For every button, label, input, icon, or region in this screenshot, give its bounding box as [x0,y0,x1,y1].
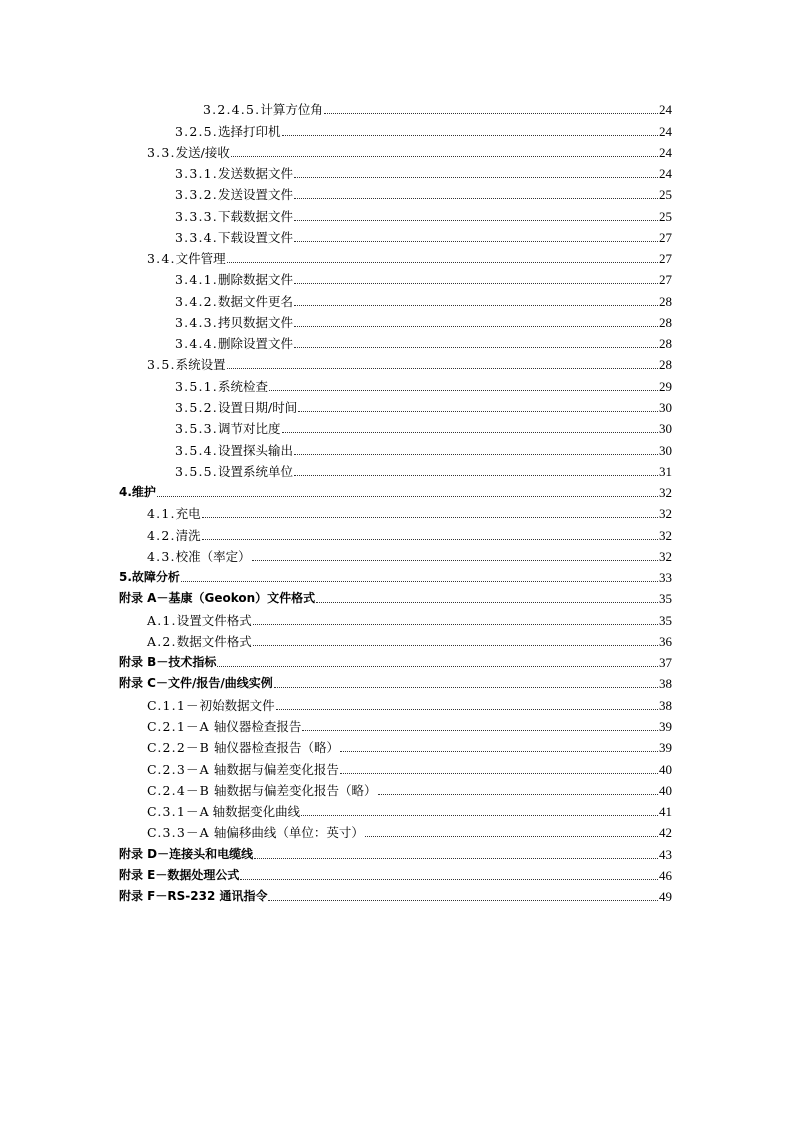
toc-entry-label [175,209,293,224]
toc-entry[interactable] [119,394,672,415]
toc-entry[interactable] [119,139,672,160]
toc-entry-number: C.2.2－B [147,740,211,756]
toc-entry-label [175,421,281,436]
toc-entry-label [147,251,226,266]
toc-entry-label [147,634,252,649]
toc-entry-page: 35 [659,612,672,628]
toc-entry[interactable] [119,713,672,734]
toc-entry-label [147,740,339,755]
toc-entry-number: C.2.1－A [147,718,210,734]
toc-entry-title: 发送数据文件 [217,166,293,182]
toc-entry[interactable] [119,628,672,649]
toc-entry[interactable] [119,351,672,372]
toc-leader-dots [294,325,658,327]
toc-entry-page: 35 [659,591,672,607]
toc-entry-number: C.3.1－ [147,804,200,820]
toc-entry[interactable] [119,224,672,245]
toc-leader-dots [294,197,658,199]
toc-entry-title: 调节对比度 [217,421,281,437]
toc-entry-number: A.2. [147,633,177,649]
toc-entry[interactable] [119,819,672,840]
toc-entry[interactable] [119,479,672,500]
toc-entry-page: 33 [659,570,672,586]
toc-leader-dots [294,219,658,221]
toc-entry-label [119,889,267,904]
toc-leader-dots [298,410,658,412]
toc-entry-title: 拷贝数据文件 [217,314,293,330]
toc-entry-number: 3.4.4. [175,336,218,352]
toc-entry-page: 39 [659,740,672,756]
toc-entry-page: 32 [659,506,672,522]
toc-entry-label [175,187,293,202]
toc-entry[interactable] [119,734,672,755]
toc-entry-title: 轴偏移曲线（单位：英寸） [209,825,364,841]
toc-entry[interactable] [119,202,672,223]
toc-entry-label [147,762,339,777]
toc-leader-dots [227,261,658,263]
toc-entry-page: 29 [659,378,672,394]
toc-entry-title: 附录 F－RS-232 通讯指令 [119,889,268,904]
toc-entry-page: 32 [659,548,672,564]
toc-entry-label [175,166,293,181]
toc-entry[interactable] [119,798,672,819]
toc-entry-label [175,443,293,458]
toc-entry-label [175,464,293,479]
toc-leader-dots [282,431,659,433]
toc-leader-dots [294,453,658,455]
toc-entry-title: 下载数据文件 [217,208,293,224]
toc-entry-title: 系统检查 [217,378,268,394]
toc-entry-label [147,613,252,628]
toc-leader-dots [202,538,658,540]
toc-entry[interactable] [119,840,672,861]
toc-entry-page: 24 [659,166,672,182]
toc-entry-number: C.3.3－A [147,825,210,841]
toc-entry-page: 24 [659,144,672,160]
toc-leader-dots [217,665,658,667]
toc-entry-title: 初始数据文件 [199,697,275,713]
toc-leader-dots [294,240,658,242]
toc-entry-title: 文件管理 [175,251,226,267]
toc-entry-page: 32 [659,485,672,501]
toc-entry-label [119,570,180,585]
toc-entry-title: 设置系统单位 [217,463,293,479]
toc-entry-label [147,804,300,819]
toc-entry-title: 轴仪器检查报告 [209,718,302,734]
toc-entry-page: 32 [659,527,672,543]
toc-entry[interactable] [119,585,672,606]
toc-entry[interactable] [119,436,672,457]
toc-leader-dots [294,304,658,306]
toc-entry-label [175,294,293,309]
toc-leader-dots [324,112,658,114]
toc-entry-label [147,145,230,160]
toc-entry-page: 28 [659,314,672,330]
toc-entry-label [175,315,293,330]
toc-entry-number: 3.4.3. [175,314,218,330]
toc-entry[interactable] [119,670,672,691]
toc-entry-title: 轴仪器检查报告（略） [210,740,340,756]
toc-entry-number: 3.3.1. [175,166,218,182]
toc-leader-dots [269,389,658,391]
toc-leader-dots [227,367,658,369]
toc-entry-label [147,506,201,521]
toc-entry-title: 发送/接收 [175,144,230,160]
toc-entry-page: 41 [659,804,672,820]
toc-entry-title: 数据文件更名 [217,293,293,309]
toc-entry-label [175,272,293,287]
toc-entry[interactable] [119,117,672,138]
toc-entry[interactable] [119,691,672,712]
toc-entry[interactable] [119,755,672,776]
toc-entry-page: 28 [659,336,672,352]
toc-entry[interactable] [119,883,672,904]
toc-entry-page: 30 [659,421,672,437]
toc-entry-title: 维护 [131,485,156,500]
toc-entry-number: 4. [119,485,132,500]
toc-entry-page: 30 [659,399,672,415]
toc-leader-dots [282,134,659,136]
toc-entry[interactable] [119,96,672,117]
toc-entry-page: 24 [659,102,672,118]
toc-entry-page: 37 [659,655,672,671]
toc-entry-page: 46 [659,867,672,883]
toc-entry-number: 3.5. [147,357,176,373]
toc-entry[interactable] [119,500,672,521]
toc-entry-title: 系统设置 [175,357,226,373]
toc-entry[interactable] [119,160,672,181]
toc-leader-dots [276,708,658,710]
toc-entry-number: 3.4.2. [175,293,218,309]
toc-entry-page: 28 [659,357,672,373]
toc-entry-page: 38 [659,676,672,692]
toc-entry-label [119,676,273,691]
toc-leader-dots [252,559,658,561]
toc-leader-dots [365,835,658,837]
toc-entry-label [175,124,281,139]
toc-leader-dots [254,857,658,859]
toc-entry-label [175,336,293,351]
toc-entry[interactable] [119,543,672,564]
toc-entry-number: 3.5.5. [175,463,218,479]
toc-entry-label [147,825,364,840]
toc-entry-page: 43 [659,846,672,862]
toc-leader-dots [294,176,658,178]
toc-entry[interactable] [119,181,672,202]
toc-entry-number: 3.3.3. [175,208,218,224]
toc-entry-page: 49 [659,889,672,905]
toc-entry-title: 删除设置文件 [217,336,293,352]
toc-entry-title: 充电 [175,506,201,522]
toc-leader-dots [340,772,658,774]
toc-entry-label [119,485,156,500]
toc-entry-title: 轴数据与偏差变化报告 [209,761,339,777]
toc-leader-dots [302,729,658,731]
toc-leader-dots [240,878,658,880]
toc-entry-page: 40 [659,782,672,798]
toc-entry-label [147,719,301,734]
toc-entry-title: 删除数据文件 [217,272,293,288]
toc-entry[interactable] [119,649,672,670]
toc-entry-number: 3.5.3. [175,421,218,437]
toc-entry-page: 25 [659,208,672,224]
toc-entry-title: 下载设置文件 [217,229,293,245]
toc-entry-number: 3.3.4. [175,229,218,245]
toc-entry-number: 3.2.5. [175,123,218,139]
toc-leader-dots [157,495,658,497]
toc-entry-page: 39 [659,718,672,734]
toc-entry-label [119,868,239,883]
toc-leader-dots [268,899,658,901]
toc-entry-number: 5. [119,570,132,585]
toc-entry-label [203,102,323,117]
toc-entry-page: 36 [659,633,672,649]
toc-entry-title: 设置日期/时间 [217,399,298,415]
toc-leader-dots [231,155,658,157]
toc-leader-dots [274,686,658,688]
toc-entry-number: C.1.1－ [147,697,200,713]
toc-entry-number: 3.5.2. [175,399,218,415]
toc-entry-label [147,528,201,543]
toc-entry-title: 轴数据与偏差变化报告（略） [210,782,377,798]
toc-entry-title: 数据文件格式 [176,633,252,649]
toc-leader-dots [340,750,658,752]
toc-entry-number: 3.4.1. [175,272,218,288]
toc-entry-number: 3.5.1. [175,378,218,394]
toc-leader-dots [378,793,658,795]
toc-entry-number: 4.2. [147,527,176,543]
toc-entry-label [147,783,377,798]
toc-entry-page: 27 [659,251,672,267]
toc-entry-title: 故障分析 [131,570,180,585]
toc-entry[interactable] [119,266,672,287]
toc-entry-label [147,698,275,713]
toc-entry-title: 设置探头输出 [217,442,293,458]
toc-entry-number: 3.4. [147,251,176,267]
toc-entry-title: 附录 E－数据处理公式 [119,867,240,882]
table-of-contents [119,96,672,904]
toc-entry-number: C.2.3－A [147,761,210,777]
toc-leader-dots [181,580,658,582]
toc-entry-title: 附录 A－基康（Geokon）文件格式 [119,591,316,606]
toc-entry-page: 40 [659,761,672,777]
toc-entry-page: 28 [659,293,672,309]
toc-entry-title: 附录 C－文件/报告/曲线实例 [119,676,273,691]
toc-entry-title: 计算方位角 [260,102,323,118]
toc-entry[interactable] [119,372,672,393]
toc-entry-label [119,655,216,670]
toc-leader-dots [253,623,658,625]
toc-entry[interactable] [119,521,672,542]
toc-entry-number: 3.3.2. [175,187,218,203]
toc-entry-page: 27 [659,272,672,288]
toc-leader-dots [294,346,658,348]
toc-leader-dots [294,282,658,284]
toc-entry-page: 24 [659,123,672,139]
toc-leader-dots [301,814,658,816]
toc-entry-title: 附录 B－技术指标 [119,655,217,670]
toc-leader-dots [316,601,658,603]
toc-entry-label [175,400,297,415]
toc-entry-number: C.2.4－B [147,782,211,798]
toc-entry-label [119,591,315,606]
toc-entry[interactable] [119,309,672,330]
toc-entry[interactable] [119,330,672,351]
toc-entry-label [175,379,268,394]
toc-entry-number: 4.1. [147,506,176,522]
toc-entry-title: 发送设置文件 [217,187,293,203]
toc-entry-number: A.1. [147,612,177,628]
toc-entry-page: 30 [659,442,672,458]
toc-entry-page: 31 [659,463,672,479]
toc-entry-page: 42 [659,825,672,841]
toc-entry-label [119,847,253,862]
toc-entry[interactable] [119,862,672,883]
toc-entry-label [147,357,226,372]
toc-entry-number: 3.2.4.5. [203,102,261,118]
toc-entry-number: 3.5.4. [175,442,218,458]
toc-entry-number: 4.3. [147,548,176,564]
toc-entry-page: 38 [659,697,672,713]
toc-entry-title: A 轴数据变化曲线 [199,804,301,820]
toc-entry-title: 设置文件格式 [176,612,252,628]
toc-entry-title: 附录 D－连接头和电缆线 [119,846,254,861]
toc-entry-number: 3.3. [147,144,176,160]
toc-leader-dots [253,644,658,646]
toc-entry[interactable] [119,777,672,798]
toc-entry-page: 27 [659,229,672,245]
toc-entry-page: 25 [659,187,672,203]
toc-entry-title: 选择打印机 [217,123,281,139]
toc-entry-title: 校准（率定） [175,548,251,564]
toc-leader-dots [202,516,658,518]
toc-entry[interactable] [119,458,672,479]
toc-entry[interactable] [119,415,672,436]
toc-entry-label [175,230,293,245]
toc-leader-dots [294,474,658,476]
toc-entry[interactable] [119,564,672,585]
toc-entry-label [147,549,251,564]
toc-entry-title: 清洗 [175,527,201,543]
toc-entry[interactable] [119,606,672,627]
toc-entry[interactable] [119,287,672,308]
toc-entry[interactable] [119,245,672,266]
